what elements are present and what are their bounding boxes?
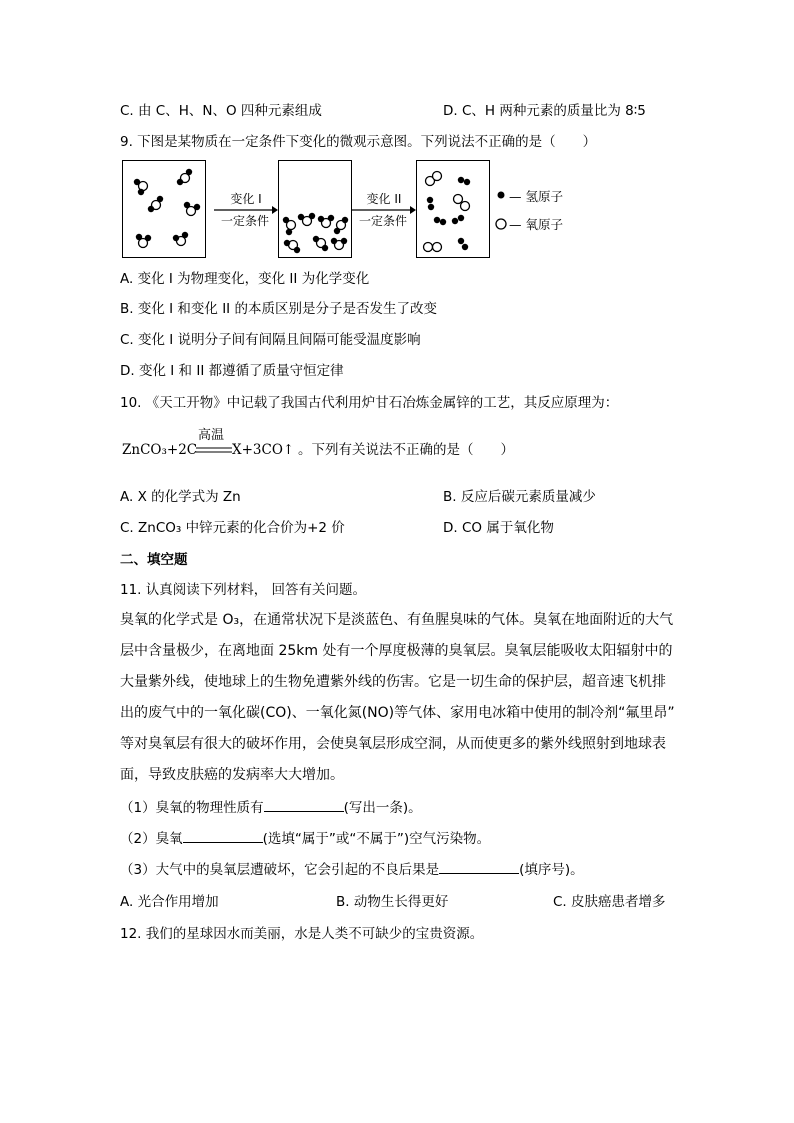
reaction-condition: 高温 [198,428,225,443]
sub2-suffix: (选填“属于”或“不属于”)空气污染物。 [262,831,491,847]
hydrogen-oxygen-molecules [417,161,489,257]
section-title: 二、填空题 [120,552,188,568]
q8-option-d: D. C、H 两种元素的质量比为 8∶5 [443,103,646,119]
passage-line: 层中含量极少，在离地面 25km 处有一个厚度极薄的臭氧层。臭氧层能吸收太阳辐射中的 [120,643,673,659]
reaction-left: ZnCO₃+2C [122,442,198,458]
arrow1-top-label: 变化 I [230,192,262,206]
water-molecules-far-apart [123,161,205,257]
passage-line: 大量紫外线，使地球上的生物免遭紫外线的伤害。它是一切生命的保护层，超音速飞机排 [120,674,666,690]
sub3-suffix: (填序号)。 [519,862,584,878]
passage-line: 等对臭氧层有很大的破坏作用，会使臭氧层形成空洞，从而使更多的紫外线照射到地球表 [120,736,666,752]
arrow1-bottom-label: 一定条件 [220,214,269,228]
q11-stem: 11. 认真阅读下列材料， 回答有关问题。 [120,582,367,598]
q10-stem: 10. 《天工开物》中记载了我国古代利用炉甘石冶炼金属锌的工艺，其反应原理为： [120,395,619,411]
q11-sub3 [120,860,584,880]
passage-line: 出的废气中的一氧化碳(CO)、一氧化氮(NO)等气体、家用电冰箱中使用的制冷剂“氟里昂” [120,705,675,721]
oxygen-atom-icon [493,216,509,232]
q10-option-b: B. 反应后碳元素质量减少 [443,489,596,505]
reaction-right: X+3CO↑ [232,442,295,458]
arrow2-bottom-label: 一定条件 [358,214,407,228]
q9-option-a: A. 变化 I 为物理变化，变化 II 为化学变化 [120,271,370,287]
q11-choice-c: C. 皮肤癌患者增多 [553,894,666,910]
legend-oxygen-label: — 氧原子 [509,217,563,232]
sub2-prefix: （2）臭氧 [120,831,183,847]
state-box-3 [416,160,490,258]
sub3-prefix: （3）大气中的臭氧层遭破坏，它会引起的不良后果是 [120,862,440,878]
q9-stem: 9. 下图是某物质在一定条件下变化的微观示意图。下列说法不正确的是（ ） [120,134,597,150]
q11-choice-a: A. 光合作用增加 [120,894,219,910]
state-box-2 [278,160,352,258]
q9-option-b: B. 变化 I 和变化 II 的本质区别是分子是否发生了改变 [120,301,437,317]
passage-line: 面，导致皮肤癌的发病率大大增加。 [120,767,344,783]
answer-blank-2[interactable] [183,829,263,843]
answer-blank-1[interactable] [264,798,344,812]
legend-hydrogen-label: — 氢原子 [509,189,563,204]
answer-blank-3[interactable] [439,860,519,874]
state-box-1 [122,160,206,258]
q11-sub2 [120,829,490,849]
arrow2-top-label: 变化 II [366,192,402,206]
q11-sub1 [120,798,422,818]
q10-option-d: D. CO 属于氧化物 [443,520,554,536]
sub1-suffix: (写出一条)。 [343,800,422,816]
q9-option-d: D. 变化 I 和 II 都遵循了质量守恒定律 [120,363,344,379]
q9-option-c: C. 变化 I 说明分子间有间隔且间隔可能受温度影响 [120,332,421,348]
q8-option-c: C. 由 C、H、N、O 四种元素组成 [120,103,322,119]
sub1-prefix: （1）臭氧的物理性质有 [120,800,264,816]
reaction-tail: 。下列有关说法不正确的是（ ） [298,442,514,458]
hydrogen-atom-icon [494,188,508,202]
q10-option-c: C. ZnCO₃ 中锌元素的化合价为+2 价 [120,520,345,536]
q11-choice-b: B. 动物生长得更好 [336,894,449,910]
q10-option-a: A. X 的化学式为 Zn [120,489,241,505]
q12-stem: 12. 我们的星球因水而美丽，水是人类不可缺少的宝贵资源。 [120,926,484,942]
passage-line: 臭氧的化学式是 O₃，在通常状况下是淡蓝色、有鱼腥臭味的气体。臭氧在地面附近的大气 [120,612,674,628]
water-molecules-close [279,161,351,257]
equals-sign-icon [196,446,232,454]
